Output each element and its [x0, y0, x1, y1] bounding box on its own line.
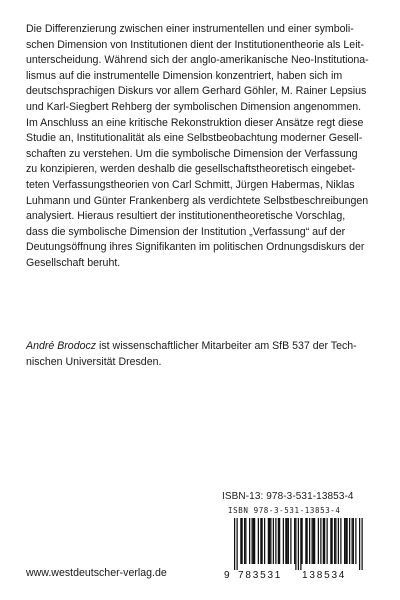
blurb-line: und Karl-Siegbert Rehberg der symbolischen Dimension angenommen. — [26, 100, 362, 113]
barcode-bar — [362, 518, 363, 570]
barcode-bar — [312, 518, 313, 564]
barcode-digits-group1: 783531 — [238, 570, 283, 580]
barcode — [222, 506, 372, 580]
blurb-line: Die Differenzierung zwischen einer instrumentellen und einer symboli- — [26, 23, 354, 35]
barcode-bar — [242, 518, 243, 564]
author-name: André Brodocz — [26, 340, 97, 352]
barcode-bar — [288, 518, 289, 564]
barcode-bar — [240, 518, 241, 564]
barcode-bar — [294, 518, 295, 564]
barcode-digit-left: 9 — [224, 570, 230, 580]
blurb-line: deutschsprachigen Diskurs vor allem Gerhard Göhler, M. Rainer Lepsius — [26, 85, 367, 98]
barcode-bar — [349, 518, 350, 564]
barcode-bar — [332, 518, 333, 564]
barcode-bar — [298, 518, 299, 570]
blurb-line: Gesellschaft beruht. — [26, 256, 121, 269]
barcode-bar — [345, 518, 346, 564]
blurb-text — [26, 22, 376, 272]
barcode-bar — [305, 518, 306, 564]
author-line — [26, 339, 376, 355]
barcode-bar — [340, 518, 341, 564]
barcode-bar — [334, 518, 335, 564]
barcode-bar — [264, 518, 265, 564]
barcode-bar — [253, 518, 254, 564]
barcode-bar — [355, 518, 356, 564]
blurb-line: Studie an, Institutionalität als eine Selbstbeobachtung moderner Gesell- — [26, 132, 363, 145]
barcode-graphic — [222, 518, 372, 580]
barcode-bar — [309, 518, 310, 564]
barcode-bar — [270, 518, 271, 564]
blurb-line: schen Dimension von Institutionen dient der Institutionentheorie als Leit- — [26, 38, 365, 51]
barcode-bar — [234, 518, 235, 570]
barcode-bar — [347, 518, 348, 564]
barcode-bar — [273, 518, 274, 564]
barcode-bar — [268, 518, 269, 564]
author-line: nischen Universität Dresden. — [26, 355, 162, 368]
blurb-line: lismus auf die instrumentelle Dimension konzentriert, haben sich im — [26, 69, 343, 82]
barcode-bar — [290, 518, 291, 564]
barcode-bar — [300, 518, 301, 570]
blurb-line: dass die symbolische Dimension der Institution „Verfassung“ auf der — [26, 225, 346, 238]
author-bio — [26, 339, 376, 370]
barcode-bar — [275, 518, 276, 564]
barcode-bar — [330, 518, 331, 564]
barcode-bar — [283, 518, 284, 564]
barcode-bar — [359, 518, 360, 570]
barcode-bar — [302, 518, 303, 564]
barcode-bar — [287, 518, 288, 564]
barcode-bar — [237, 518, 238, 570]
barcode-bar — [324, 518, 325, 564]
barcode-bar — [244, 518, 245, 564]
barcode-bar — [249, 518, 250, 564]
barcode-bar — [314, 518, 315, 564]
barcode-bar — [258, 518, 259, 564]
barcode-bar — [318, 518, 319, 564]
barcode-bar — [335, 518, 336, 564]
barcode-bar — [338, 518, 339, 564]
author-bio-text: ist wissenschaftlicher Mitarbeiter am SfB 537 der Tech- — [96, 340, 357, 352]
blurb-line: Im Anschluss an eine kritische Rekonstruktion dieser Ansätze regt diese — [26, 116, 364, 129]
barcode-digits-group2: 138534 — [302, 570, 347, 580]
barcode-bar — [262, 518, 263, 564]
barcode-bar — [344, 518, 345, 564]
barcode-bar — [252, 518, 253, 564]
blurb-line: unterscheidung. Während sich der anglo-amerikanische Neo-Institutiona- — [26, 54, 369, 67]
blurb-line: Deutungsöffnung ihres Signifikanten im politischen Ordnungsdiskurs der — [26, 241, 365, 254]
isbn-label: ISBN-13: 978-3-531-13853-4 — [222, 491, 354, 502]
barcode-bar — [313, 518, 314, 564]
barcode-bar — [323, 518, 324, 564]
barcode-bar — [279, 518, 280, 564]
barcode-isbn-text: ISBN 978-3-531-13853-4 — [228, 506, 341, 515]
barcode-bar — [307, 518, 308, 564]
barcode-bar — [320, 518, 321, 564]
barcode-bar — [353, 518, 354, 564]
barcode-bar — [327, 518, 328, 564]
publisher-url: www.westdeutscher-verlag.de — [26, 567, 167, 579]
barcode-bar — [295, 518, 296, 570]
blurb-line: teten Verfassungstheorien von Carl Schmitt, Jürgen Habermas, Niklas — [26, 178, 355, 191]
blurb-line: analysiert. Hieraus resultiert der institutionentheoretische Vorschlag, — [26, 210, 346, 223]
blurb-line: schaften zu verstehen. Um die symbolische Dimension der Verfassung — [26, 147, 358, 160]
barcode-bars — [234, 518, 363, 570]
barcode-bar — [278, 518, 279, 564]
blurb-line: zu konzipieren, werden deshalb die gesellschaftstheoretisch eingebet- — [26, 163, 356, 176]
barcode-bar — [245, 518, 246, 564]
barcode-bar — [269, 518, 270, 564]
barcode-bar — [352, 518, 353, 564]
barcode-bar — [285, 518, 286, 564]
barcode-bar — [260, 518, 261, 564]
barcode-bar — [254, 518, 255, 564]
blurb-line: Luhmann und Günter Frankenberg als verdichtete Selbstbeschreibungen — [26, 194, 369, 207]
